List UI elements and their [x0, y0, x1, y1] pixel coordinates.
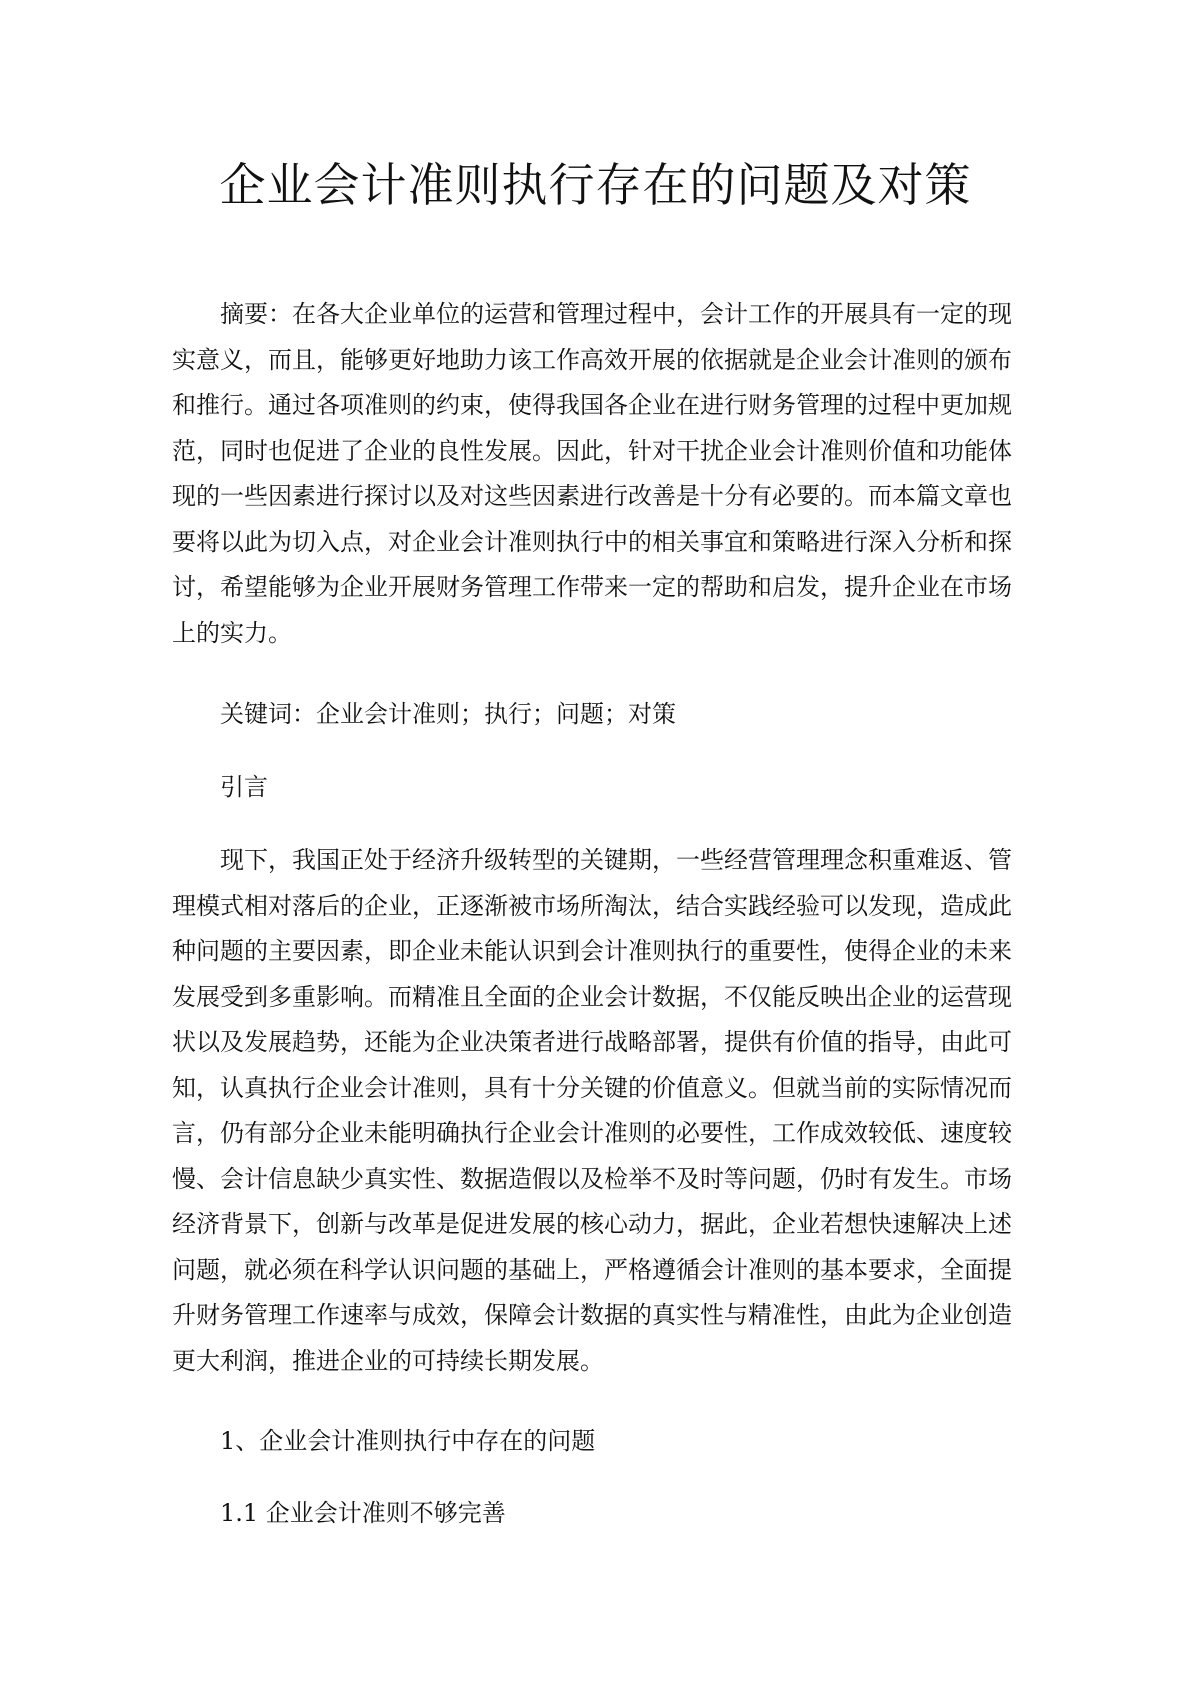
intro-line: 发展受到多重影响。而精准且全面的企业会计数据，不仅能反映出企业的运营现 — [172, 982, 1012, 1011]
intro-line: 慢、会计信息缺少真实性、数据造假以及检举不及时等问题，仍时有发生。市场 — [172, 1164, 1012, 1193]
intro-line: 知，认真执行企业会计准则，具有十分关键的价值意义。但就当前的实际情况而 — [172, 1073, 1012, 1102]
abstract-line: 实意义，而且，能够更好地助力该工作高效开展的依据就是企业会计准则的颁布 — [172, 345, 1012, 374]
intro-line: 升财务管理工作速率与成效，保障会计数据的真实性与精准性，由此为企业创造 — [172, 1301, 1012, 1329]
intro-line: 言，仍有部分企业未能明确执行企业会计准则的必要性，工作成效较低、速度较 — [172, 1119, 1012, 1147]
intro-line: 问题，就必须在科学认识问题的基础上，严格遵循会计准则的基本要求，全面提 — [172, 1255, 1012, 1284]
intro-heading: 引言 — [220, 773, 268, 801]
keywords-line: 关键词：企业会计准则；执行；问题；对策 — [220, 700, 676, 728]
intro-line: 现下，我国正处于经济升级转型的关键期，一些经营管理理念积重难返、管 — [220, 846, 1012, 874]
abstract-paragraph — [172, 292, 1018, 656]
intro-line: 种问题的主要因素，即企业未能认识到会计准则执行的重要性，使得企业的未来 — [172, 937, 1012, 965]
subsection-heading: 1.1 企业会计准则不够完善 — [220, 1499, 506, 1527]
abstract-line: 摘要：在各大企业单位的运营和管理过程中，会计工作的开展具有一定的现 — [220, 300, 1012, 328]
document-title: 企业会计准则执行存在的问题及对策 — [219, 158, 972, 212]
abstract-line: 讨，希望能够为企业开展财务管理工作带来一定的帮助和启发，提升企业在市场 — [172, 573, 1012, 601]
intro-paragraph — [172, 838, 1018, 1384]
intro-line: 理模式相对落后的企业，正逐渐被市场所淘汰，结合实践经验可以发现，造成此 — [172, 891, 1012, 920]
abstract-line: 范，同时也促进了企业的良性发展。因此，针对干扰企业会计准则价值和功能体 — [172, 436, 1012, 465]
abstract-line: 和推行。通过各项准则的约束，使得我国各企业在进行财务管理的过程中更加规 — [172, 391, 1012, 419]
intro-line: 经济背景下，创新与改革是促进发展的核心动力，据此，企业若想快速解决上述 — [172, 1210, 1012, 1238]
abstract-line: 现的一些因素进行探讨以及对这些因素进行改善是十分有必要的。而本篇文章也 — [172, 482, 1012, 510]
intro-line: 更大利润，推进企业的可持续长期发展。 — [172, 1346, 604, 1375]
section-heading: 1、企业会计准则执行中存在的问题 — [220, 1427, 596, 1455]
intro-line: 状以及发展趋势，还能为企业决策者进行战略部署，提供有价值的指导，由此可 — [172, 1028, 1012, 1056]
abstract-line: 要将以此为切入点，对企业会计准则执行中的相关事宜和策略进行深入分析和探 — [172, 527, 1012, 556]
abstract-line: 上的实力。 — [172, 618, 292, 647]
